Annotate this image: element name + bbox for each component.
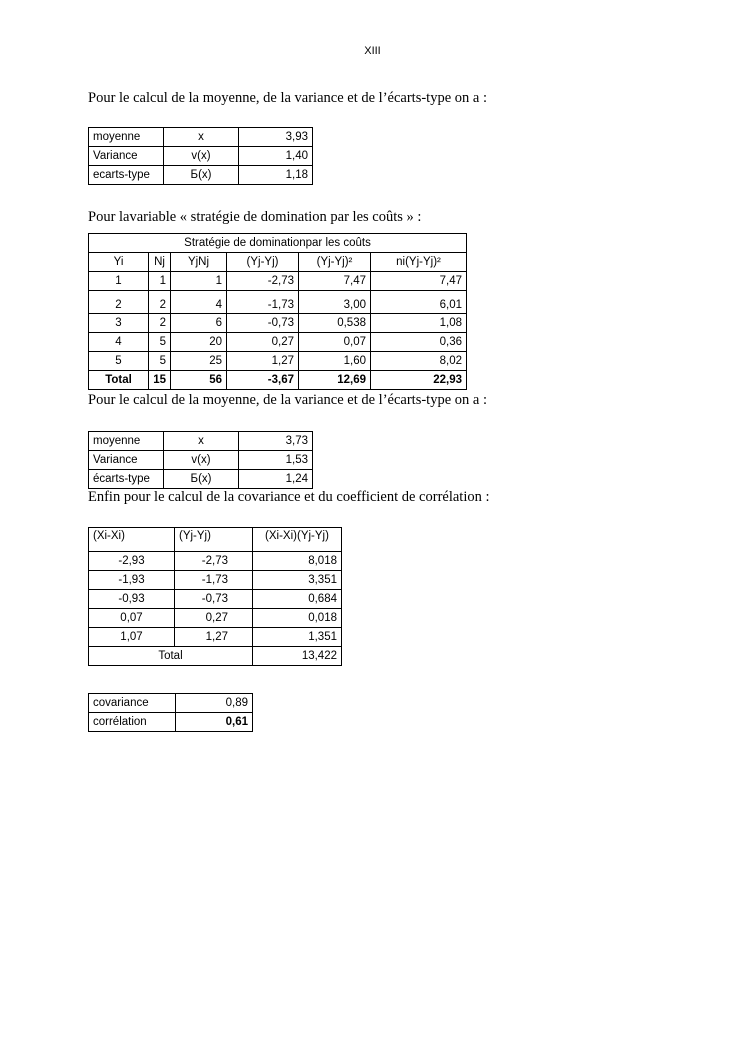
cell: 0,27 — [175, 609, 253, 628]
table-row — [89, 352, 467, 371]
cell: 5 — [89, 352, 149, 371]
cell: 0,07 — [299, 333, 371, 352]
table-header-row — [89, 528, 342, 552]
table-row — [89, 609, 342, 628]
cell: 0,684 — [253, 590, 342, 609]
value-variance: 1,40 — [239, 147, 313, 166]
symbol-cell: Б(x) — [164, 470, 239, 489]
total-cell: 22,93 — [371, 371, 467, 390]
table-row — [89, 713, 253, 732]
cell: 1,60 — [299, 352, 371, 371]
cell: 1,07 — [89, 628, 175, 647]
column-header: (Yj-Yj) — [175, 528, 253, 552]
stats-table-2 — [88, 431, 313, 489]
symbol-cell: v(x) — [164, 147, 239, 166]
column-header: (Xi-Xi) — [89, 528, 175, 552]
cell: 3 — [89, 314, 149, 333]
cell: 3,00 — [299, 291, 371, 314]
table-total-row — [89, 647, 342, 666]
label-correlation: corrélation — [89, 713, 176, 732]
table-row — [89, 590, 342, 609]
total-cell: 56 — [171, 371, 227, 390]
cell: 4 — [171, 291, 227, 314]
total-label: Total — [89, 371, 149, 390]
column-header: ni(Yj-Yj)² — [371, 253, 467, 272]
table-row — [89, 451, 313, 470]
label-ecarts-type: ecarts-type — [89, 166, 164, 185]
label-moyenne: moyenne — [89, 432, 164, 451]
label-variance: Variance — [89, 147, 164, 166]
cell: -2,73 — [227, 272, 299, 291]
cell: 1 — [149, 272, 171, 291]
cell: 1,351 — [253, 628, 342, 647]
covariance-table — [88, 527, 342, 666]
column-header: (Yj-Yj) — [227, 253, 299, 272]
table-header-row — [89, 253, 467, 272]
cell: 25 — [171, 352, 227, 371]
label-moyenne: moyenne — [89, 128, 164, 147]
total-value: 13,422 — [253, 647, 342, 666]
cell: -0,93 — [89, 590, 175, 609]
page-number: XIII — [364, 45, 381, 57]
table-total-row — [89, 371, 467, 390]
cell: 2 — [149, 314, 171, 333]
total-cell: 15 — [149, 371, 171, 390]
cell: 1 — [171, 272, 227, 291]
stats-table-1 — [88, 127, 313, 185]
cell: 6,01 — [371, 291, 467, 314]
cell: 1 — [89, 272, 149, 291]
cell: -2,73 — [175, 552, 253, 571]
cell: 7,47 — [371, 272, 467, 291]
label-variance: Variance — [89, 451, 164, 470]
cell: 7,47 — [299, 272, 371, 291]
cell: 2 — [149, 291, 171, 314]
value-variance: 1,53 — [239, 451, 313, 470]
cell: 1,27 — [227, 352, 299, 371]
symbol-cell: Б(x) — [164, 166, 239, 185]
column-header: YjNj — [171, 253, 227, 272]
result-table — [88, 693, 253, 732]
table-row — [89, 291, 467, 314]
cell: 1,27 — [175, 628, 253, 647]
column-header: Nj — [149, 253, 171, 272]
cell: 6 — [171, 314, 227, 333]
cell: 20 — [171, 333, 227, 352]
cell: -0,73 — [227, 314, 299, 333]
total-cell: 12,69 — [299, 371, 371, 390]
cell: -1,73 — [227, 291, 299, 314]
cell: 3,351 — [253, 571, 342, 590]
table-row — [89, 166, 313, 185]
column-header: Yi — [89, 253, 149, 272]
total-label: Total — [89, 647, 253, 666]
table-row — [89, 314, 467, 333]
column-header: (Yj-Yj)² — [299, 253, 371, 272]
table-row — [89, 432, 313, 451]
table-row — [89, 333, 467, 352]
value-moyenne: 3,93 — [239, 128, 313, 147]
table-title: Stratégie de dominationpar les coûts — [89, 234, 467, 253]
symbol-cell: x — [164, 128, 239, 147]
label-ecarts-type: écarts-type — [89, 470, 164, 489]
label-covariance: covariance — [89, 694, 176, 713]
paragraph-mean-intro-1: Pour le calcul de la moyenne, de la variance et de l’écarts-type on a : — [88, 90, 487, 106]
cell: -1,93 — [89, 571, 175, 590]
cell: 2 — [89, 291, 149, 314]
cell: 1,08 — [371, 314, 467, 333]
cell: 0,07 — [89, 609, 175, 628]
value-covariance: 0,89 — [176, 694, 253, 713]
table-row — [89, 571, 342, 590]
table-title-row — [89, 234, 467, 253]
value-ecarts-type: 1,18 — [239, 166, 313, 185]
table-row — [89, 128, 313, 147]
cell: 4 — [89, 333, 149, 352]
column-header: (Xi-Xi)(Yj-Yj) — [253, 528, 342, 552]
table-row — [89, 628, 342, 647]
paragraph-variable-intro: Pour lavariable « stratégie de domination par les coûts » : — [88, 209, 422, 225]
cell: 5 — [149, 333, 171, 352]
cell: -2,93 — [89, 552, 175, 571]
strategy-frequency-table — [88, 233, 467, 390]
table-row — [89, 272, 467, 291]
value-ecarts-type: 1,24 — [239, 470, 313, 489]
table-row — [89, 470, 313, 489]
cell: 0,018 — [253, 609, 342, 628]
cell: -1,73 — [175, 571, 253, 590]
table-row — [89, 694, 253, 713]
symbol-cell: v(x) — [164, 451, 239, 470]
table-row — [89, 147, 313, 166]
cell: 5 — [149, 352, 171, 371]
paragraph-covariance-intro: Enfin pour le calcul de la covariance et du coefficient de corrélation : — [88, 489, 490, 505]
table-row — [89, 552, 342, 571]
value-correlation: 0,61 — [176, 713, 253, 732]
cell: 0,27 — [227, 333, 299, 352]
cell: 8,018 — [253, 552, 342, 571]
cell: 0,538 — [299, 314, 371, 333]
symbol-cell: x — [164, 432, 239, 451]
paragraph-mean-intro-2: Pour le calcul de la moyenne, de la variance et de l’écarts-type on a : — [88, 392, 487, 408]
value-moyenne: 3,73 — [239, 432, 313, 451]
total-cell: -3,67 — [227, 371, 299, 390]
cell: 8,02 — [371, 352, 467, 371]
cell: -0,73 — [175, 590, 253, 609]
cell: 0,36 — [371, 333, 467, 352]
